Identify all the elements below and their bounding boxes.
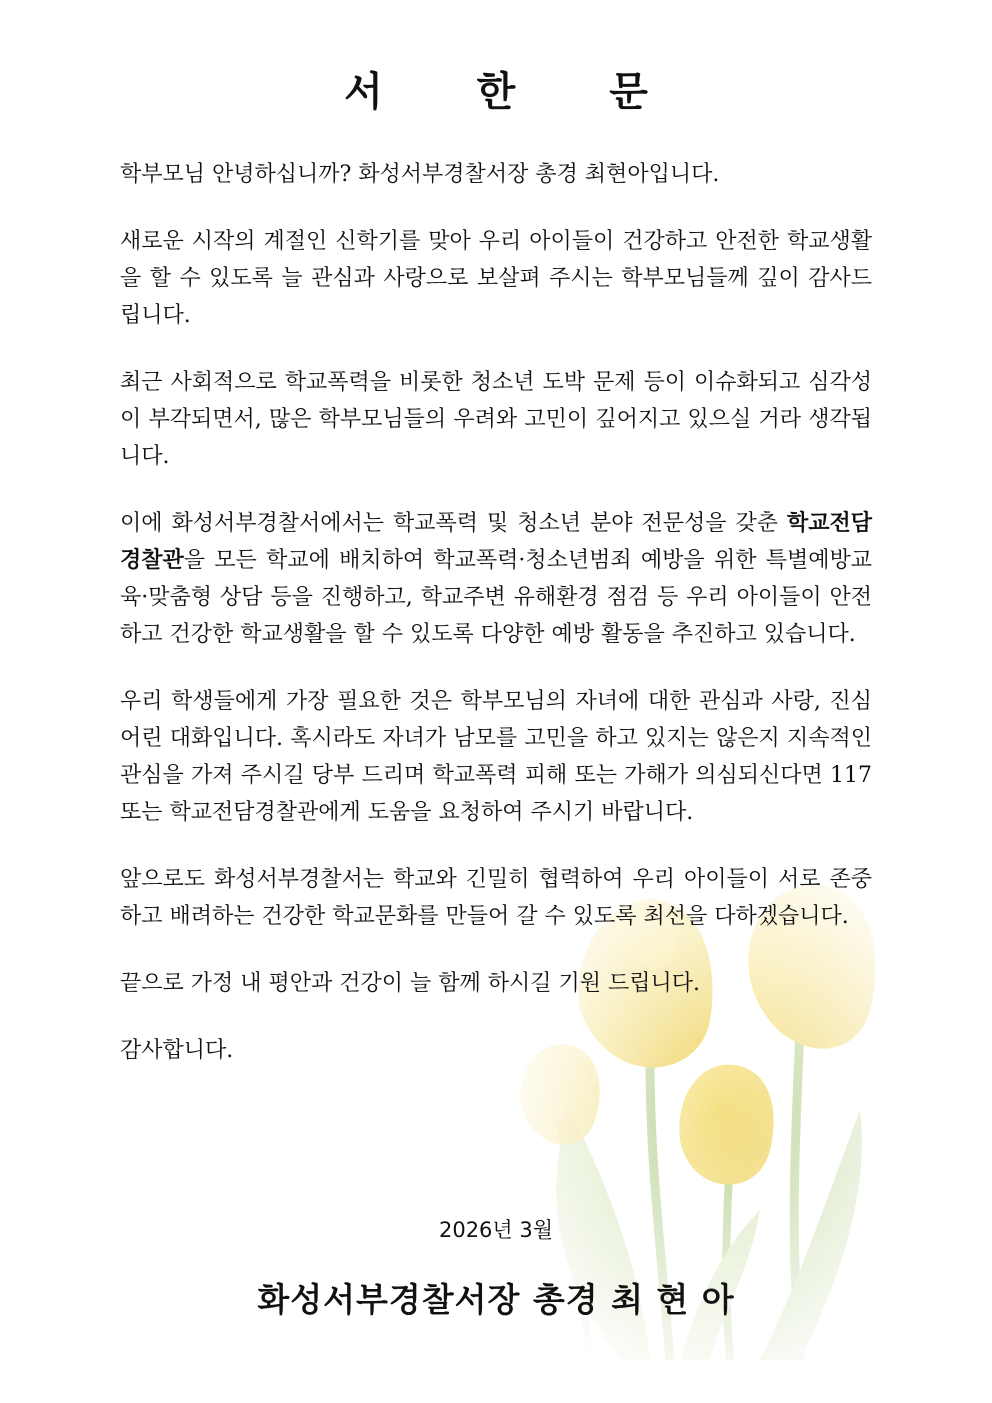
school-police-officer-highlight: 학교전담경찰관 [120,511,872,573]
paragraph-wishes: 끝으로 가정 내 평안과 건강이 늘 함께 하시길 기원 드립니다. [120,971,700,996]
letter-date: 2026년 3월 [438,1218,554,1242]
letter-body [120,156,872,1099]
paragraph-police-activities-after: 을 모든 학교에 배치하여 학교폭력·청소년범죄 예방을 위한 특별예방교육·맞춤형 상담 등을 진행하고, 학교주변 유해환경 점검 등 우리 아이들이 안전하고 건강한 학교생활을 할 수 있도록 다양한 예방 활동을 추진하고 있습니다. [120,548,872,647]
paragraph-concern: 최근 사회적으로 학교폭력을 비롯한 청소년 도박 문제 등이 이슈화되고 심각성이 부각되면서, 많은 학부모님들의 우려와 고민이 깊어지고 있으실 거라 생각됩니다. [120,370,872,469]
paragraph-greeting: 학부모님 안녕하십니까? 화성서부경찰서장 총경 최현아입니다. [120,162,720,187]
paragraph-police-activities-before: 이에 화성서부경찰서에서는 학교폭력 및 청소년 분야 전문성을 갖춘 [120,511,787,536]
paragraph-closing: 감사합니다. [120,1038,234,1063]
paragraph-request: 우리 학생들에게 가장 필요한 것은 학부모님의 자녀에 대한 관심과 사랑, 진심어린 대화입니다. 혹시라도 자녀가 남모를 고민을 하고 있지는 않은지 지속적인 관심을 가져 주시길 당부 드리며 학교폭력 피해 또는 가해가 의심되신다면 117 또는 학교전담경찰관에게 도움을 요청하여 주시기 바랍니다. [120,689,872,825]
paragraph-commitment: 앞으로도 화성서부경찰서는 학교와 긴밀히 협력하여 우리 아이들이 서로 존중하고 배려하는 건강한 학교문화를 만들어 갈 수 있도록 최선을 다하겠습니다. [120,867,872,929]
letter-title: 서 한 문 [344,69,688,115]
paragraph-thanks: 새로운 시작의 계절인 신학기를 맞아 우리 아이들이 건강하고 안전한 학교생활을 할 수 있도록 늘 관심과 사랑으로 보살펴 주시는 학부모님들께 깊이 감사드립니다. [120,229,872,328]
paragraph-police-activities [120,505,872,653]
letter-signature: 화성서부경찰서장 총경 최 현 아 [257,1280,735,1319]
